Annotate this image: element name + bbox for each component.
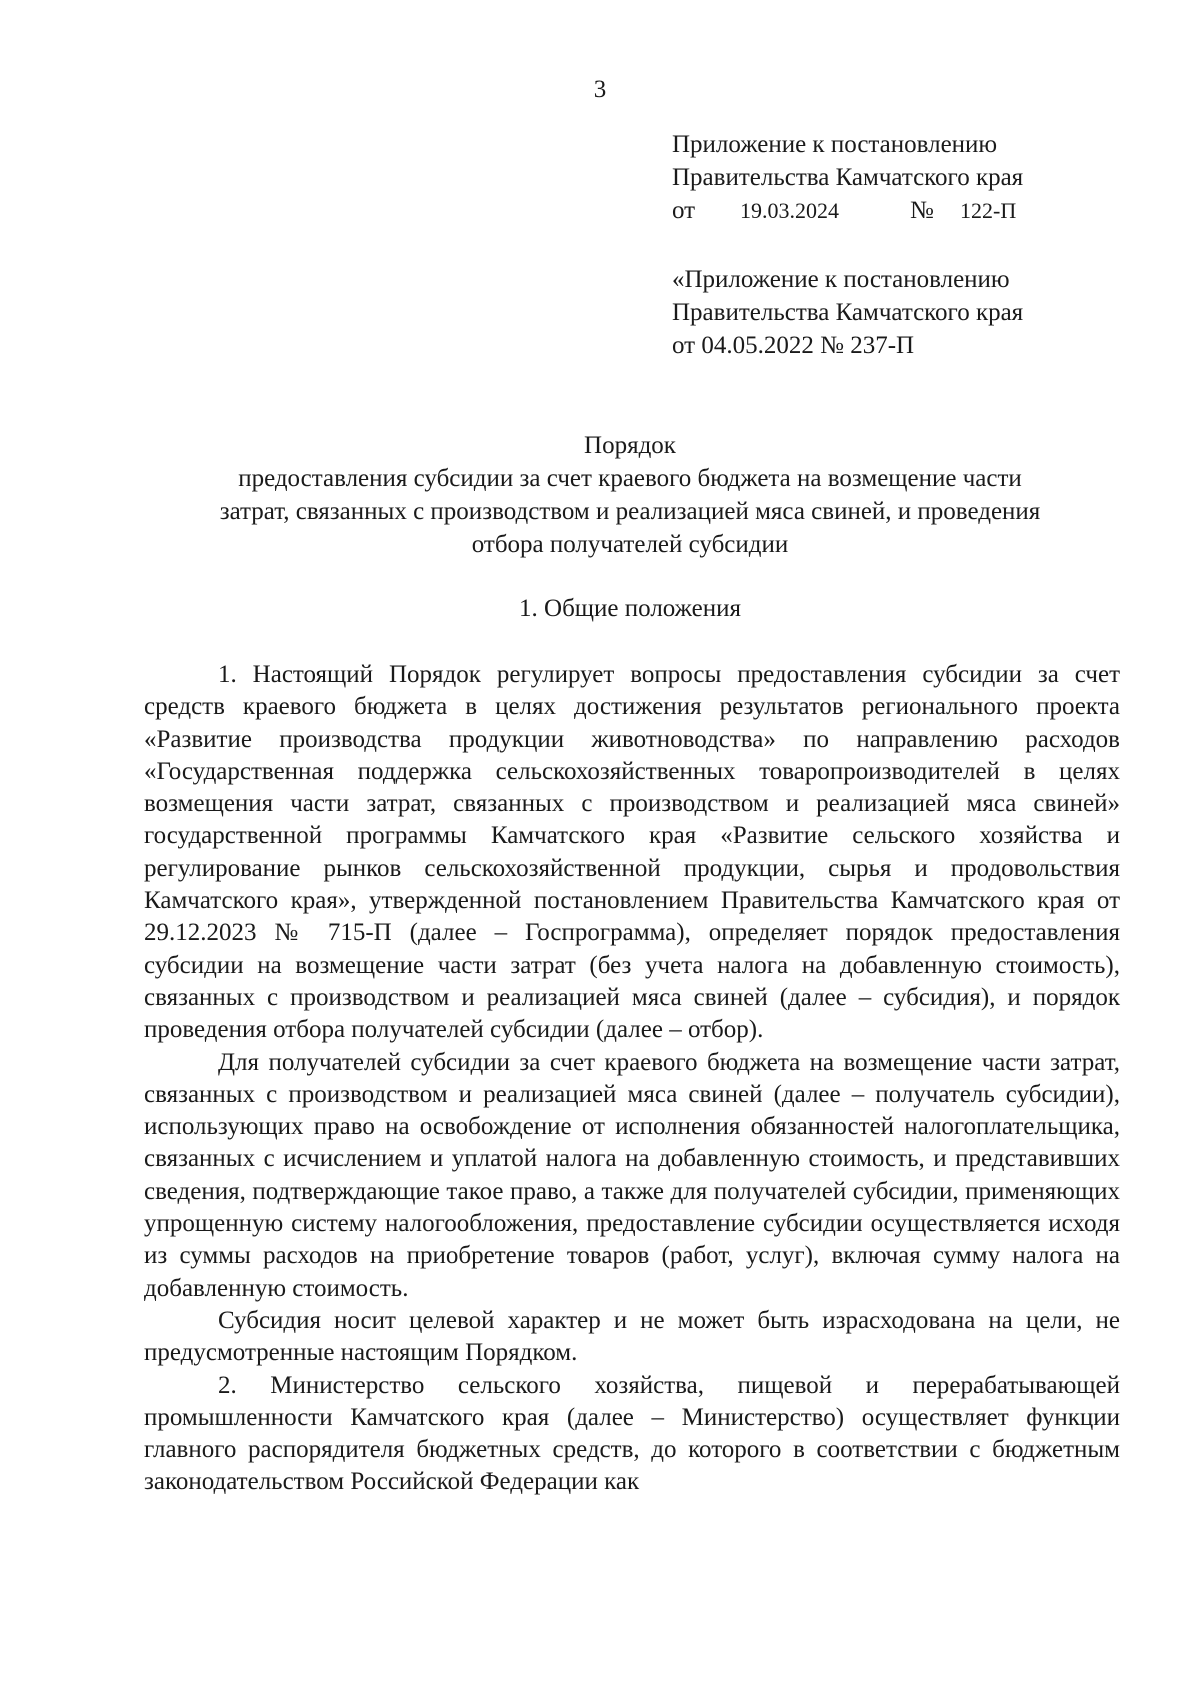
page-number: 3	[593, 76, 607, 103]
appendix-previous-line1: «Приложение к постановлению	[672, 266, 1010, 293]
title-line4: отбора получателей субсидии	[471, 531, 789, 558]
title-line2: предоставления субсидии за счет краевого бюджета на возмещение части	[238, 465, 1022, 492]
section-heading: 1. Общие положения	[519, 595, 741, 622]
paragraph-1: 1. Настоящий Порядок регулирует вопросы предоставления субсидии за счет средств краевого бюджета в целях достижения результатов регионального проекта «Развитие производства продукции животноводства» по направлению расходов «Государственная поддержка сельскохозяйственных товаропроизводителей в целях возмещения части затрат, связанных с производством и реализацией мяса свиней» государственной программы Камчатского края «Развитие сельского хозяйства и регулирование рынков сельскохозяйственной продукции, сырья и продовольствия Камчатского края», утвержденной постановлением Правительства Камчатского края от 29.12.2023 № 715-П (далее – Госпрограмма), определяет порядок предоставления субсидии на возмещение части затрат (без учета налога на добавленную стоимость), связанных с производством и реализацией мяса свиней (далее – субсидия), и порядок проведения отбора получателей субсидии (далее – отбор).	[144, 661, 1120, 1044]
appendix-previous-line3: от 04.05.2022 № 237-П	[672, 332, 915, 359]
paragraph-2: Для получателей субсидии за счет краевого бюджета на возмещение части затрат, связанных с производством и реализацией мяса свиней (далее – получатель субсидии), использующих право на освобождение от исполнения обязанностей налогоплательщика, связанных с исчислением и уплатой налога на добавленную стоимость, и представивших сведения, подтверждающие такое право, а также для получателей субсидии, применяющих упрощенную систему налогообложения, предоставление субсидии осуществляется исходя из суммы расходов на приобретение товаров (работ, услуг), включая сумму налога на добавленную стоимость.	[144, 1048, 1120, 1302]
title-line1: Порядок	[584, 432, 676, 459]
appendix-previous-block	[672, 263, 1023, 362]
appendix-previous-line2: Правительства Камчатского края	[672, 299, 1024, 326]
document-title	[150, 429, 1110, 561]
appendix-current-block	[672, 128, 1023, 227]
paragraph-4: 2. Министерство сельского хозяйства, пищевой и перерабатывающей промышленности Камчатского края (далее – Министерство) осуществляет функции главного распорядителя бюджетных средств, до которого в соответствии с бюджетным законодательством Российской Федерации как	[144, 1371, 1120, 1496]
appendix-current-line1: Приложение к постановлению	[672, 131, 998, 158]
appendix-number: 122-П	[960, 198, 1017, 223]
appendix-current-number-line	[672, 194, 1023, 227]
number-label: №	[910, 197, 934, 224]
from-label: от	[672, 197, 696, 224]
appendix-date: 19.03.2024	[740, 198, 839, 223]
title-line3: затрат, связанных с производством и реализацией мяса свиней, и проведения	[219, 498, 1041, 525]
paragraph-3: Субсидия носит целевой характер и не может быть израсходована на цели, не предусмотренные настоящим Порядком.	[144, 1306, 1120, 1367]
appendix-current-line2: Правительства Камчатского края	[672, 164, 1024, 191]
body-text	[144, 659, 1120, 1499]
